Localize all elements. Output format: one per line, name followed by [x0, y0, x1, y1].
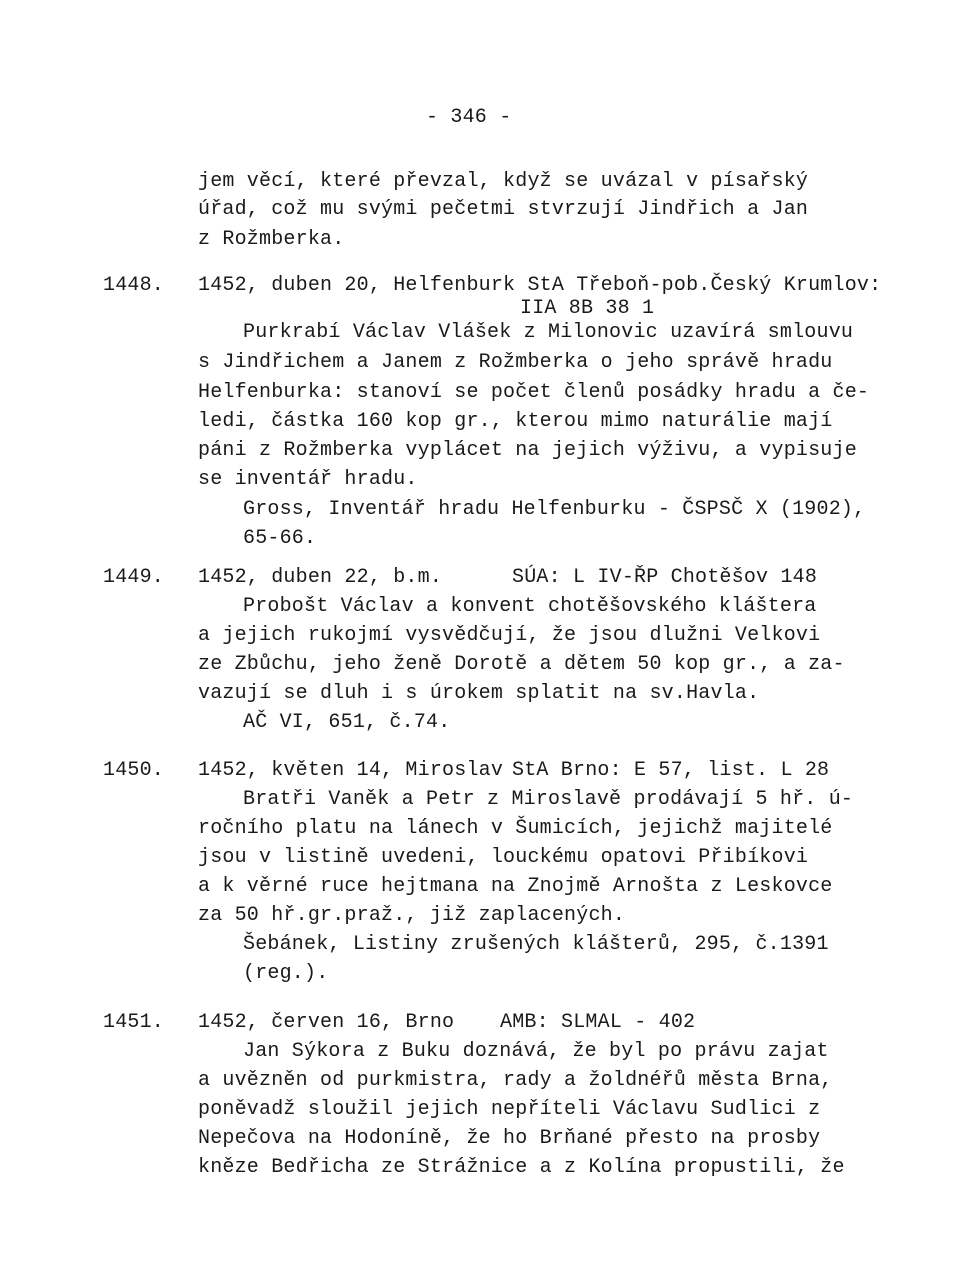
regest-line: Purkrabí Václav Vlášek z Milonovic uzavírá smlouvu [243, 321, 854, 344]
entry-header-signature: IIA 8B 38 1 [520, 297, 655, 320]
regest-line: poněvadž sloužil jejich nepříteli Václavu Sudlici z [198, 1098, 821, 1121]
regest-line: se inventář hradu. [198, 468, 418, 491]
regest-line: za 50 hř.gr.praž., již zaplacených. [198, 904, 626, 927]
literature-line: AČ VI, 651, č.74. [243, 711, 451, 734]
entry-header-archive: StA Brno: E 57, list. L 28 [512, 759, 830, 782]
literature-line: Šebánek, Listiny zrušených klášterů, 295, č.1391 [243, 933, 829, 956]
entry-number: 1450. [103, 759, 165, 782]
regest-line: Probošt Václav a konvent chotěšovského kláštera [243, 595, 817, 618]
regest-line: s Jindřichem a Janem z Rožmberka o jeho správě hradu [198, 351, 833, 374]
entry-number: 1451. [103, 1011, 165, 1034]
literature-line: 65-66. [243, 527, 317, 550]
regest-line: Bratři Vaněk a Petr z Miroslavě prodávají 5 hř. ú- [243, 788, 854, 811]
entry-header: 1452, duben 20, Helfenburk StA Třeboň-pob.Český Krumlov: [198, 274, 882, 297]
entry-header-date: 1452, červen 16, Brno [198, 1011, 455, 1034]
regest-line: kněze Bedřicha ze Strážnice a z Kolína propustili, že [198, 1156, 845, 1179]
regest-line: páni z Rožmberka vyplácet na jejich výživu, a vypisuje [198, 439, 857, 462]
regest-line: vazují se dluh i s úrokem splatit na sv.Havla. [198, 682, 760, 705]
regest-line: jsou v listině uvedeni, louckému opatovi Přibíkovi [198, 846, 809, 869]
entry-header-date: 1452, květen 14, Miroslav [198, 759, 504, 782]
regest-line: ledi, částka 160 kop gr., kterou mimo naturálie mají [198, 410, 833, 433]
regest-line: Helfenburka: stanoví se počet členů posádky hradu a če- [198, 381, 870, 404]
literature-line: Gross, Inventář hradu Helfenburku - ČSPSČ X (1902), [243, 498, 866, 521]
regest-line: a jejich rukojmí vysvědčují, že jsou dlužni Velkovi [198, 624, 821, 647]
entry-header-archive: AMB: SLMAL - 402 [500, 1011, 696, 1034]
regest-line: Jan Sýkora z Buku doznává, že byl po právu zajat [243, 1040, 829, 1063]
regest-line: ze Zbůchu, jeho ženě Dorotě a dětem 50 kop gr., a za- [198, 653, 845, 676]
regest-line: a uvězněn od purkmistra, rady a žoldnéřů města Brna, [198, 1069, 833, 1092]
entry-number: 1449. [103, 566, 165, 589]
page-number: - 346 - [426, 106, 512, 129]
intro-line: z Rožmberka. [198, 228, 345, 251]
entry-number: 1448. [103, 274, 165, 297]
literature-line: (reg.). [243, 962, 329, 985]
intro-line: úřad, což mu svými pečetmi stvrzují Jindřich a Jan [198, 198, 809, 221]
regest-line: a k věrné ruce hejtmana na Znojmě Arnošta z Leskovce [198, 875, 833, 898]
regest-line: ročního platu na lánech v Šumicích, jejichž majitelé [198, 817, 833, 840]
intro-line: jem věcí, které převzal, když se uvázal v písařský [198, 170, 809, 193]
entry-header-date: 1452, duben 22, b.m. [198, 566, 443, 589]
entry-header-archive: SÚA: L IV-ŘP Chotěšov 148 [512, 566, 818, 589]
regest-line: Nepečova na Hodoníně, že ho Brňané přesto na prosby [198, 1127, 821, 1150]
